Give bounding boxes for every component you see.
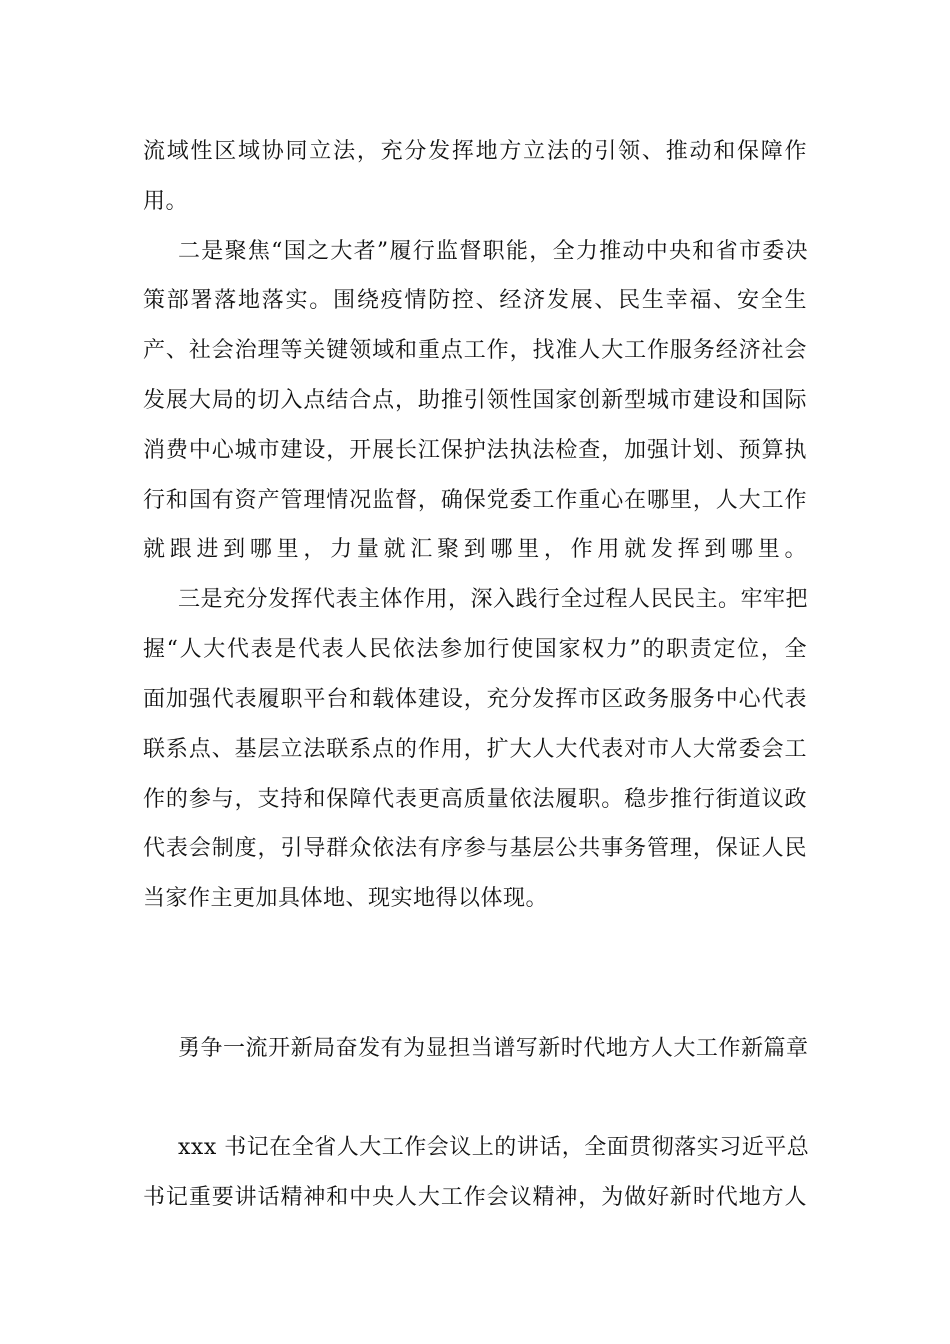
text-line: 代表会制度，引导群众依法有序参与基层公共事务管理，保证人民: [143, 836, 807, 861]
text-line: 就跟进到哪里，力量就汇聚到哪里，作用就发挥到哪里。: [143, 537, 807, 562]
text-line: 当家作主更加具体地、现实地得以体现。: [143, 886, 549, 911]
text-line: 二是聚焦“国之大者”履行监督职能，全力推动中央和省市委决: [178, 239, 808, 264]
text-line: xxx 书记在全省人大工作会议上的讲话，全面贯彻落实习近平总: [178, 1135, 810, 1160]
text-line: 作的参与，支持和保障代表更高质量依法履职。稳步推行街道议政: [143, 787, 807, 812]
text-line: 策部署落地落实。围绕疫情防控、经济发展、民生幸福、安全生: [143, 288, 807, 313]
section-title: 勇争一流开新局奋发有为显担当谱写新时代地方人大工作新篇章: [178, 1036, 808, 1061]
text-line: 面加强代表履职平台和载体建设，充分发挥市区政务服务中心代表: [143, 687, 807, 712]
text-line: 行和国有资产管理情况监督，确保党委工作重心在哪里，人大工作: [143, 488, 807, 513]
text-line: 联系点、基层立法联系点的作用，扩大人大代表对市人大常委会工: [143, 737, 807, 762]
text-line: 书记重要讲话精神和中央人大工作会议精神，为做好新时代地方人: [143, 1185, 807, 1210]
text-line: 握“人大代表是代表人民依法参加行使国家权力”的职责定位，全: [143, 637, 807, 662]
text-line: 用。: [143, 189, 189, 214]
text-line: 消费中心城市建设，开展长江保护法执法检查，加强计划、预算执: [143, 438, 807, 463]
text-line: 三是充分发挥代表主体作用，深入践行全过程人民民主。牢牢把: [178, 587, 809, 612]
text-line: 发展大局的切入点结合点，助推引领性国家创新型城市建设和国际: [143, 388, 807, 413]
text-line: 产、社会治理等关键领域和重点工作，找准人大工作服务经济社会: [143, 338, 807, 363]
text-line: 流域性区域协同立法，充分发挥地方立法的引领、推动和保障作: [143, 139, 807, 164]
